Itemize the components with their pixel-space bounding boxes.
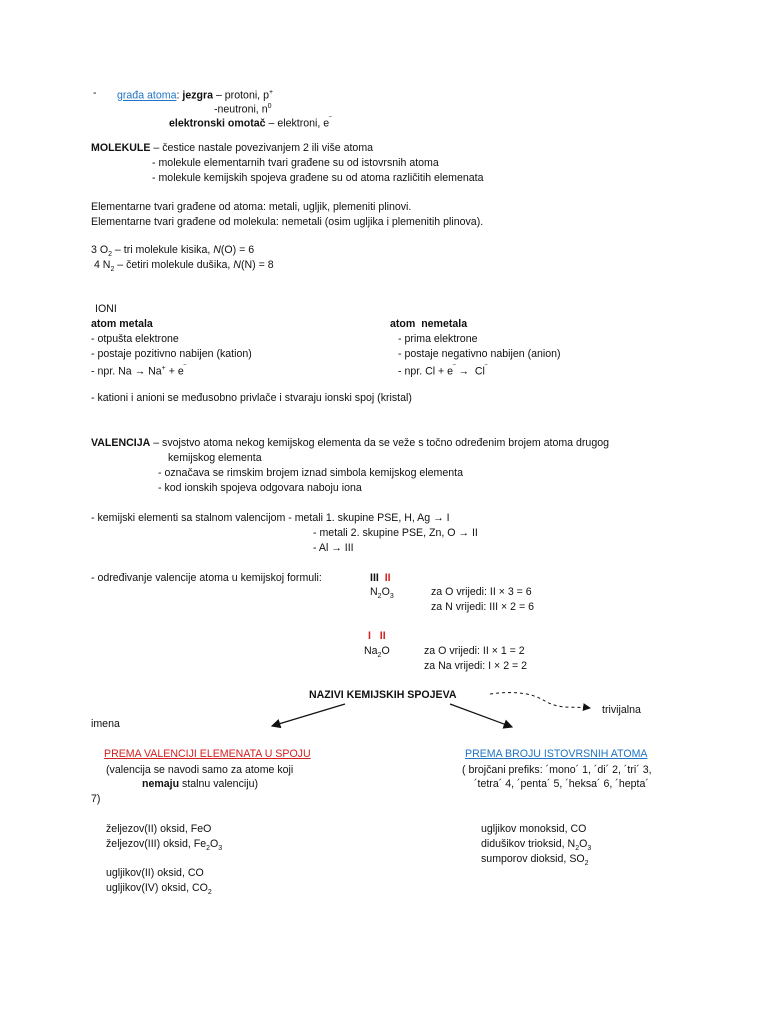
omotac-line: elektronski omotač – elektroni, e‾ xyxy=(169,117,332,130)
prefiks-note-3: 7) xyxy=(91,793,101,805)
molekule-title: MOLEKULE xyxy=(91,142,151,154)
odredjivanje-line: - određivanje valencije atoma u kemijskoj formuli: xyxy=(91,572,322,584)
valencija-note-2: nemaju stalnu valenciju) xyxy=(142,778,258,790)
molekule-def: MOLEKULE – čestice nastale povezivanjem 2 ili više atoma xyxy=(91,142,374,154)
atom-nemetala-heading: atom nemetala xyxy=(390,318,468,330)
nemetal-line-1: - prima elektrone xyxy=(398,333,478,345)
gradja-atoma-link[interactable]: građa atoma xyxy=(117,89,177,102)
gradja-atoma-line: građa atoma: jezgra – protoni, p+ xyxy=(117,89,274,102)
nazivi-title: NAZIVI KEMIJSKIH SPOJEVA xyxy=(309,689,457,701)
ex2-o-rule: za O vrijedi: II × 1 = 2 xyxy=(424,645,525,657)
right-example-2: didušikov trioksid, $N_2O_3$ xyxy=(481,838,592,853)
arrow-left xyxy=(272,704,345,726)
kristal-line: - kationi i anioni se međusobno privlače i stvaraju ionski spoj (kristal) xyxy=(91,392,412,404)
arrow-right xyxy=(450,704,512,727)
valencija-note-1: (valencija se navodi samo za atome koji xyxy=(106,764,294,776)
right-example-1: ugljikov monoksid, CO xyxy=(481,823,587,835)
ex1-o-rule: za O vrijedi: II × 3 = 6 xyxy=(431,586,532,598)
valencija-naming-heading: PREMA VALENCIJI ELEMENATA U SPOJU xyxy=(104,748,311,760)
imena-label: imena xyxy=(91,718,120,730)
stalna-valencija-2: - metali 2. skupine PSE, Zn, O → II xyxy=(313,527,478,539)
ex1-formula: $N_2O_3$ xyxy=(370,586,394,601)
metal-line-2: - postaje pozitivno nabijen (kation) xyxy=(91,348,252,360)
valencija-line-2: - označava se rimskim brojem iznad simbola kemijskog elementa xyxy=(158,467,463,479)
ex1-valencies: III II xyxy=(370,572,391,584)
dusik-example: 4 $N_2$ – četiri molekule dušika, N(N) = 8 xyxy=(91,259,274,274)
arrow-dashed xyxy=(490,693,590,708)
bullet-dash: - xyxy=(93,87,97,99)
kisik-example: 3 $O_2$ – tri molekule kisika, N(O) = 6 xyxy=(91,244,255,259)
stalna-valencija-3: - Al → III xyxy=(313,542,354,554)
elementarne-line-1: Elementarne tvari građene od atoma: metali, ugljik, plemeniti plinovi. xyxy=(91,201,412,213)
nemetal-line-2: - postaje negativno nabijen (anion) xyxy=(398,348,561,360)
left-example-3: ugljikov(II) oksid, CO xyxy=(106,867,204,879)
metal-line-1: - otpušta elektrone xyxy=(91,333,179,345)
valencija-title: VALENCIJA xyxy=(91,437,151,449)
valencija-def-cont: kemijskog elementa xyxy=(168,452,262,464)
neutroni-line: -neutroni, $n^0$ xyxy=(214,103,272,116)
stalna-valencija-1: - kemijski elementi sa stalnom valencijom - metali 1. skupine PSE, H, Ag → I xyxy=(91,512,450,524)
prefiks-note-2: ´tetra´ 4, ´penta´ 5, ´heksa´ 6, ´hepta´ xyxy=(474,778,649,790)
left-example-2: željezov(III) oksid, $Fe_2O_3$ xyxy=(106,838,223,853)
elementarne-line-2: Elementarne tvari građene od molekula: nemetali (osim ugljika i plemenitih plinova). xyxy=(91,216,484,228)
ex2-na-rule: za Na vrijedi: I × 2 = 2 xyxy=(424,660,528,672)
ex2-valencies: I II xyxy=(368,630,386,642)
prefiks-note-1: ( brojčani prefiks: ´mono´ 1, ´di´ 2, ´tri´ 3, xyxy=(462,764,652,776)
molekule-line-2: - molekule elementarnih tvari građene su od istovrsnih atoma xyxy=(152,157,439,169)
atom-metala-heading: atom metala xyxy=(91,318,153,330)
broj-atoma-naming-heading: PREMA BROJU ISTOVRSNIH ATOMA xyxy=(465,748,648,760)
ioni-title: IONI xyxy=(95,303,117,315)
right-example-3: sumporov dioksid, $SO_2$ xyxy=(481,853,589,868)
metal-line-3: - npr. Na → Na+ + e‾ xyxy=(91,365,187,378)
ex2-formula: $Na_2O$ xyxy=(364,645,390,660)
valencija-line-3: - kod ionskih spojeva odgovara naboju iona xyxy=(158,482,362,494)
left-example-1: željezov(II) oksid, FeO xyxy=(106,823,212,835)
nemetal-line-3: - npr. Cl + e‾ → Cl‾ xyxy=(398,365,488,378)
valencija-def: VALENCIJA – svojstvo atoma nekog kemijskog elementa da se veže s točno određenim brojem atoma drugog xyxy=(91,437,609,449)
left-example-4: ugljikov(IV) oksid, $CO_2$ xyxy=(106,882,212,897)
ex1-n-rule: za N vrijedi: III × 2 = 6 xyxy=(431,601,535,613)
molekule-line-3: - molekule kemijskih spojeva građene su od atoma različitih elemenata xyxy=(152,172,484,184)
trivijalna-label: trivijalna xyxy=(602,704,641,716)
